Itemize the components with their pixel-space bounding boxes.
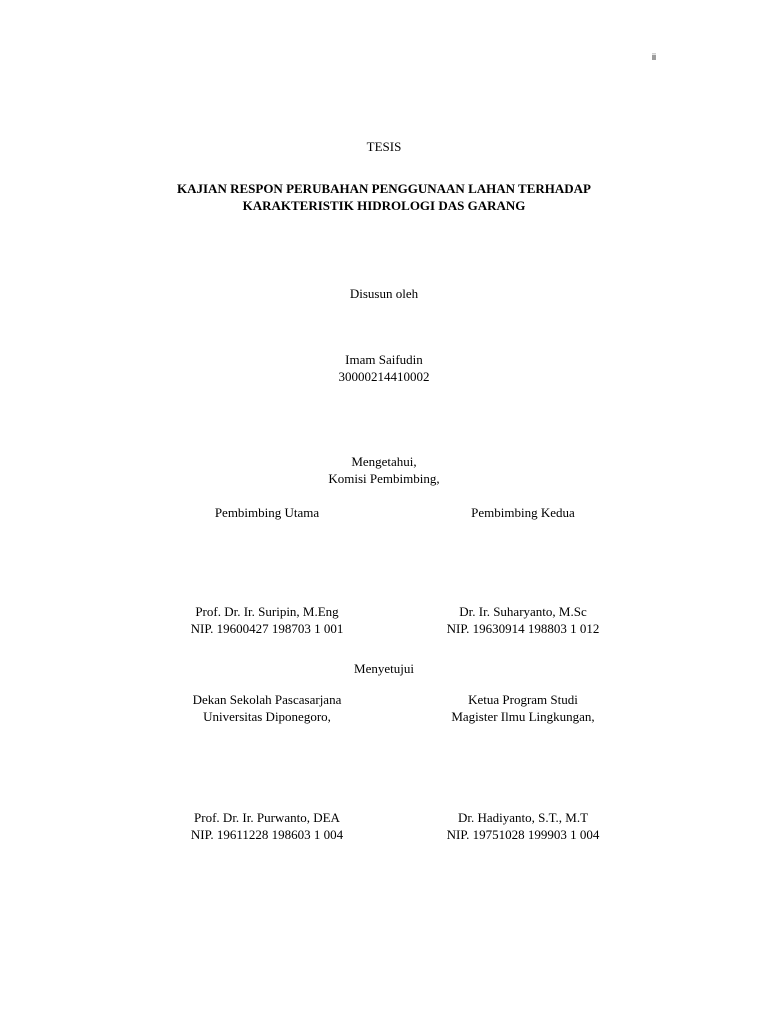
prepared-by-label: Disusun oleh — [349, 286, 419, 301]
thesis-title — [0, 180, 768, 214]
secondary-supervisor-name: Dr. Ir. Suharyanto, M.Sc — [459, 604, 587, 619]
secondary-supervisor-nip: NIP. 19630914 198803 1 012 — [446, 621, 600, 636]
program-head-signature-block — [373, 809, 673, 843]
secondary-supervisor-role — [373, 504, 673, 521]
primary-supervisor-role-label: Pembimbing Utama — [214, 505, 320, 520]
thesis-title-line-1: KAJIAN RESPON PERUBAHAN PENGGUNAAN LAHAN TERHADAP — [177, 181, 591, 196]
primary-supervisor-signature-block — [117, 603, 417, 637]
dean-position-line-1: Dekan Sekolah Pascasarjana — [192, 692, 342, 707]
program-head-name: Dr. Hadiyanto, S.T., M.T — [457, 810, 589, 825]
dean-nip: NIP. 19611228 198603 1 004 — [190, 827, 344, 842]
primary-supervisor-role — [117, 504, 417, 521]
acknowledged-block — [0, 453, 768, 487]
approved-block — [0, 660, 768, 677]
program-head-position-line-2: Magister Ilmu Lingkungan, — [451, 709, 595, 724]
dean-signature-block — [117, 809, 417, 843]
dean-position-line-2: Universitas Diponegoro, — [203, 709, 331, 724]
prepared-by — [0, 285, 768, 302]
author-block — [0, 351, 768, 385]
program-head-position-block — [373, 691, 673, 725]
dean-position-block — [117, 691, 417, 725]
secondary-supervisor-signature-block — [373, 603, 673, 637]
program-head-position-line-1: Ketua Program Studi — [468, 692, 578, 707]
page-number: ii — [652, 52, 656, 62]
primary-supervisor-nip: NIP. 19600427 198703 1 001 — [190, 621, 344, 636]
committee-label: Komisi Pembimbing, — [328, 471, 440, 486]
dean-name: Prof. Dr. Ir. Purwanto, DEA — [194, 810, 340, 825]
thesis-title-line-2: KARAKTERISTIK HIDROLOGI DAS GARANG — [242, 198, 526, 213]
secondary-supervisor-role-label: Pembimbing Kedua — [471, 505, 575, 520]
document-type — [0, 138, 768, 155]
program-head-nip: NIP. 19751028 199903 1 004 — [446, 827, 600, 842]
author-id: 30000214410002 — [338, 369, 430, 384]
primary-supervisor-name: Prof. Dr. Ir. Suripin, M.Eng — [195, 604, 339, 619]
approved-label: Menyetujui — [354, 661, 414, 676]
acknowledged-label: Mengetahui, — [351, 454, 417, 469]
author-name: Imam Saifudin — [345, 352, 423, 367]
document-type-label: TESIS — [366, 139, 402, 154]
